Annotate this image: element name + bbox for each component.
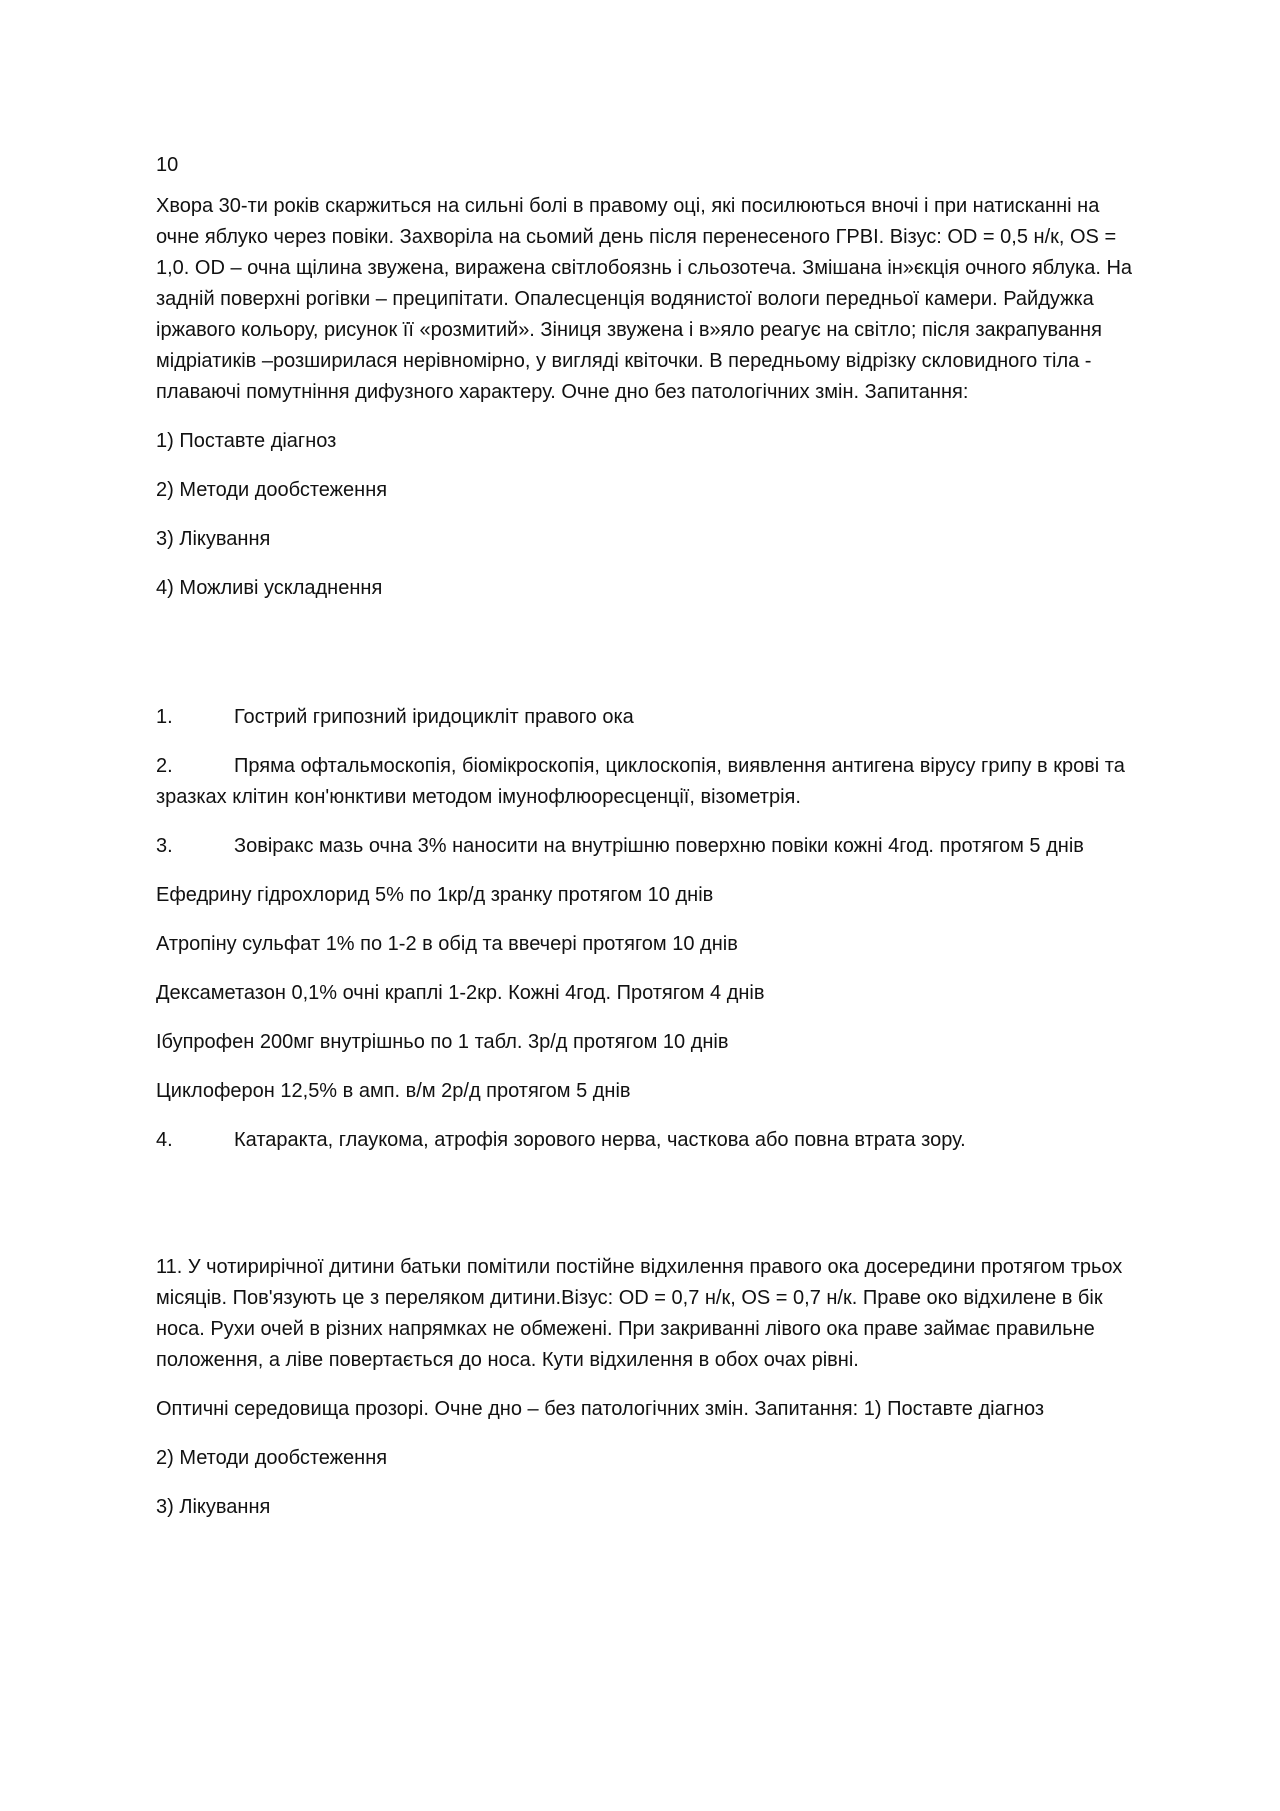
case-description: 11. У чотирирічної дитини батьки помітили постійне відхилення правого ока досередини протягом трьох місяців. Пов'язують це з переляком дитини.Візус: OD = 0,7 н/к, OS = 0,7 н/к. Праве око відхилене в бік носа. Рухи очей в різних напрямках не обмежені. При закриванні лівого ока праве займає правильне положення, а ліве повертається до носа. Кути відхилення в обох очах рівні. [156, 1256, 1123, 1371]
complications-item [156, 1125, 1136, 1156]
answer-text: Пряма офтальмоскопія, біомікроскопія, циклоскопія, виявлення антигена вірусу грипу в крові та зразках клітин кон'юнктиви методом імунофлюоресценції, візометрія. [156, 755, 1125, 808]
answer-text: Гострий грипозний іридоцикліт правого ока [234, 706, 634, 728]
case-findings: Оптичні середовища прозорі. Очне дно – без патологічних змін. Запитання: 1) Поставте діагноз [156, 1398, 1045, 1420]
question-item: 1) Поставте діагноз [156, 430, 337, 452]
answer-item [156, 751, 1136, 813]
answer-number: 3. [156, 835, 173, 857]
case-number: 10 [156, 154, 179, 176]
answer-number: 4. [156, 1129, 173, 1151]
question-item: 2) Методи дообстеження [156, 1447, 388, 1469]
medication-item: Ефедрину гідрохлорид 5% по 1кр/д зранку протягом 10 днів [156, 884, 714, 906]
answer-item [156, 702, 1136, 733]
medication-item: Циклоферон 12,5% в амп. в/м 2р/д протягом 5 днів [156, 1080, 631, 1102]
medication-item: Атропіну сульфат 1% по 1-2 в обід та ввечері протягом 10 днів [156, 933, 738, 955]
answer-text: Катаракта, глаукома, атрофія зорового нерва, часткова або повна втрата зору. [234, 1129, 966, 1151]
answer-item [156, 831, 1136, 862]
medication-item: Ібупрофен 200мг внутрішньо по 1 табл. 3р/д протягом 10 днів [156, 1031, 729, 1053]
question-item: 2) Методи дообстеження [156, 479, 388, 501]
answer-number: 1. [156, 706, 173, 728]
spacer [156, 1174, 1136, 1252]
case-description: Хвора 30-ти років скаржиться на сильні болі в правому оці, які посилюються вночі і при натисканні на очне яблуко через повіки. Захворіла на сьомий день після перенесеного ГРВІ. Візус: OD = 0,5 н/к, OS = 1,0. OD – очна щілина звужена, виражена світлобоязнь і сльозотеча. Змішана ін»єкція очного яблука. На задній поверхні рогівки – преципітати. Опалесценція водянистої вологи передньої камери. Райдужка іржавого кольору, рисунок її «розмитий». Зіниця звужена і в»яло реагує на світло; після закрапування мідріатиків –розширилася нерівномірно, у вигляді квіточки. В передньому відрізку скловидного тіла - плаваючі помутніння дифузного характеру. Очне дно без патологічних змін. Запитання: [156, 195, 1133, 403]
answer-number: 2. [156, 755, 173, 777]
question-item: 4) Можливі ускладнення [156, 577, 383, 599]
document-content [156, 150, 1136, 1541]
question-item: 3) Лікування [156, 1496, 271, 1518]
medication-item: Дексаметазон 0,1% очні краплі 1-2кр. Кожні 4год. Протягом 4 днів [156, 982, 765, 1004]
answer-text: Зовіракс мазь очна 3% наносити на внутрішню поверхню повіки кожні 4год. протягом 5 днів [234, 835, 1084, 857]
question-item: 3) Лікування [156, 528, 271, 550]
spacer [156, 622, 1136, 702]
